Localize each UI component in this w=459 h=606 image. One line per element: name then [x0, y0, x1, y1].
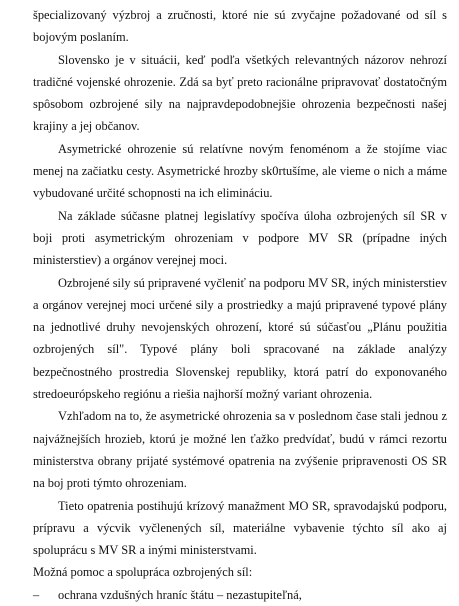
list-item: [33, 584, 447, 606]
paragraph-traditional-threat: Slovensko je v situácii, keď podľa všetkých relevantných názorov nehrozí tradičné vojenské ohrozenie. Zdá sa byť preto racionálne pripravovať dostatočným spôsobom ozbrojené sily na najpravdepodobnejšie ohrozenia bezpečnosti našej krajiny a jej občanov.: [33, 52, 447, 134]
paragraph-crisis-management: Tieto opatrenia postihujú krízový manažment MO SR, spravodajskú podporu, prípravu a výcvik vyčlenených síl, materiálne vybavenie týchto síl ako aj spoluprácu s MV SR a inými ministerstvami.: [33, 498, 447, 558]
list-item-text: ochrana vzdušných hraníc štátu – nezastupiteľná,: [58, 587, 302, 602]
paragraph-legislation: Na základe súčasne platnej legislatívy spočíva úloha ozbrojených síl SR v boji proti asymetrickým ohrozeniam v podpore MV SR (prípadne iných ministerstiev) a orgánov verejnej moci.: [33, 208, 447, 268]
assistance-list: [33, 584, 447, 606]
paragraph-continuation: špecializovaný výzbroj a zručnosti, ktoré nie sú zvyčajne požadované od síl s bojovým poslaním.: [33, 8, 447, 45]
paragraph-armed-forces-support: Ozbrojené sily sú pripravené vyčleniť na podporu MV SR, iných ministerstiev a orgánov verejnej moci určené sily a prostriedky a majú pripravené typové plány na jednotlivé druhy nevojenských ohrození, ktoré sú súčasťou „Plánu použitia ozbrojených síl". Typové plány boli spracované na základe analýzy bezpečnostného prostredia Slovenskej republiky, ktorá patrí do exponovaného stredoeurópskeho regiónu a riešia najhorší možný variant ohrozenia.: [33, 275, 447, 402]
list-dash: –: [33, 587, 40, 602]
paragraph-asymmetric-threat: Asymetrické ohrozenie sú relatívne novým fenoménom a že stojíme viac menej na začiatku cesty. Asymetrické hrozby sk0rtušíme, ale vieme o nich a máme vybudované určité schopnosti na ich elimináciu.: [33, 141, 447, 201]
paragraph-systemic-measures: Vzhľadom na to, že asymetrické ohrozenia sa v poslednom čase stali jednou z najvážnejších hrozieb, ktorú je možné len ťažko predvídať, budú v rámci rezortu ministerstva obrany prijaté systémové opatrenia na zvýšenie pripravenosti OS SR na boj proti týmto ohrozeniam.: [33, 409, 447, 491]
list-intro: Možná pomoc a spolupráca ozbrojených síl:: [33, 565, 253, 580]
